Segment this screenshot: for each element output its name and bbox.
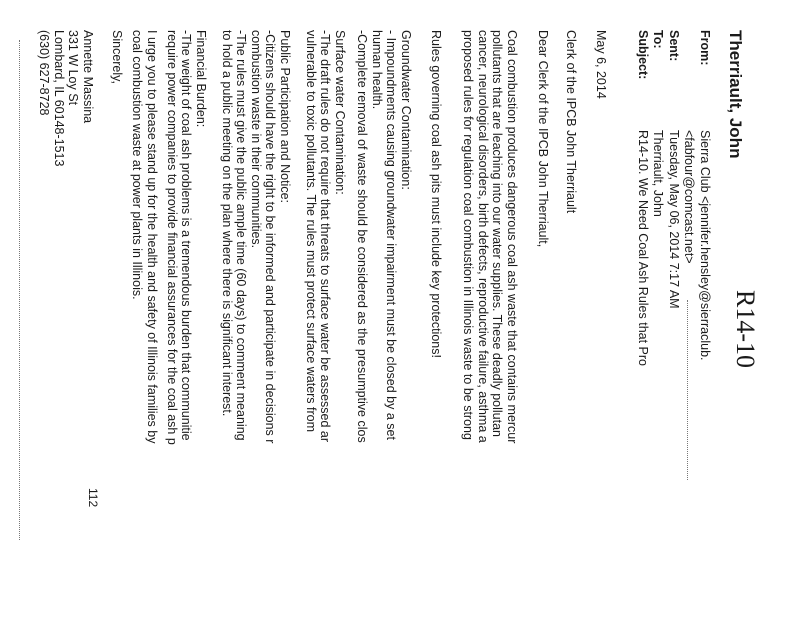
text-line: to hold a public meeting on the plan where there is significant interest. — [220, 30, 234, 417]
header-label — [681, 30, 697, 130]
signer-phone: (630) 627-8728 — [37, 30, 52, 116]
text-line: coal combustion waste at power plants in Illinois. — [130, 30, 145, 300]
text-line: combustion waste in their communities. — [249, 30, 263, 249]
header-value: Tuesday, May 06, 2014 7:17 AM — [667, 130, 681, 309]
text-line: cancer, neurological disorders, birth defects, reproductive failure, asthma a — [476, 30, 490, 443]
email-header — [635, 30, 713, 618]
docket-code: R14-10 — [731, 290, 760, 368]
text-line: vulnerable to toxic pollutants. The rules must protect surface waters from — [304, 30, 318, 433]
key-protections-line: Rules governing coal ash pits must include key protections! — [429, 30, 443, 358]
header-label: Subject: — [636, 30, 650, 80]
text-line: -Citizens should have the right to be informed and participate in decisions r — [263, 30, 278, 444]
text-line: -The draft rules do not require that threats to surface water be assessed ar — [318, 30, 333, 443]
letter-recipient: Clerk of the IPCB John Therriault — [564, 30, 578, 214]
header-subject — [635, 30, 651, 618]
header-value: <fabfour@comcast.net> — [682, 130, 697, 264]
text-line: -The weight of coal ash problems is a tremendous burden that communitie — [179, 30, 194, 441]
section-heading: Surface water Contamination: — [333, 30, 347, 195]
header-value: Therriault, John — [651, 130, 666, 217]
text-line: I urge you to please stand up for the health and safety of Illinois families by — [145, 30, 159, 444]
letter-date: May 6, 2014 — [594, 30, 608, 99]
public-participation-section — [220, 30, 293, 618]
letter-salutation: Dear Clerk of the IPCB John Therriault, — [536, 30, 550, 248]
section-heading: Groundwater Contamination: — [399, 30, 413, 190]
intro-paragraph — [461, 30, 519, 618]
financial-section — [165, 30, 209, 618]
text-line: -The rules must give the public ample time (60 days) to comment meaning — [234, 30, 249, 441]
header-label: From: — [698, 30, 712, 66]
scan-artifact — [19, 40, 20, 540]
header-from-email — [681, 30, 697, 618]
header-label: Sent: — [667, 30, 681, 62]
section-heading: Public Participation and Notice: — [278, 30, 292, 204]
header-sent — [666, 30, 682, 618]
scan-artifact — [687, 300, 688, 480]
text-line: Coal combustion produces dangerous coal ash waste that contains mercur — [505, 30, 519, 444]
text-line: pollutants that are leaching into our water supplies. These deadly pollutan — [490, 30, 505, 437]
text-line: -Complete removal of waste should be considered as the presumptive clos — [355, 30, 370, 443]
header-to — [650, 30, 666, 618]
header-from — [697, 30, 713, 618]
text-line: require power companies to provide financial assurances for the coal ash p — [165, 30, 179, 445]
sender-name: Therriault, John — [726, 30, 745, 159]
closing-request — [130, 30, 159, 618]
header-value: R14-10. We Need Coal Ash Rules that Pro — [636, 130, 650, 367]
text-line: human health. — [370, 30, 384, 110]
surface-water-section — [304, 30, 348, 618]
header-value: Sierra Club <jennifer.hensley@sierraclub. — [698, 130, 712, 361]
text-line: proposed rules for regulation coal combustion in Illinois waste to be strong — [461, 30, 476, 440]
signer-city: Lombard, IL 60148-1513 — [52, 30, 66, 167]
signer-street: 331 W Loy St — [66, 30, 81, 106]
text-line: - Impoundments causing groundwater impairment must be closed by a set — [384, 30, 399, 440]
signer-block — [37, 30, 95, 166]
section-heading: Financial Burden: — [194, 30, 208, 128]
signoff: Sincerely, — [110, 30, 124, 84]
signer-name: Annette Massina — [81, 30, 95, 124]
page-number: 112 — [86, 488, 100, 508]
groundwater-section — [355, 30, 413, 618]
header-label: To: — [651, 30, 666, 49]
